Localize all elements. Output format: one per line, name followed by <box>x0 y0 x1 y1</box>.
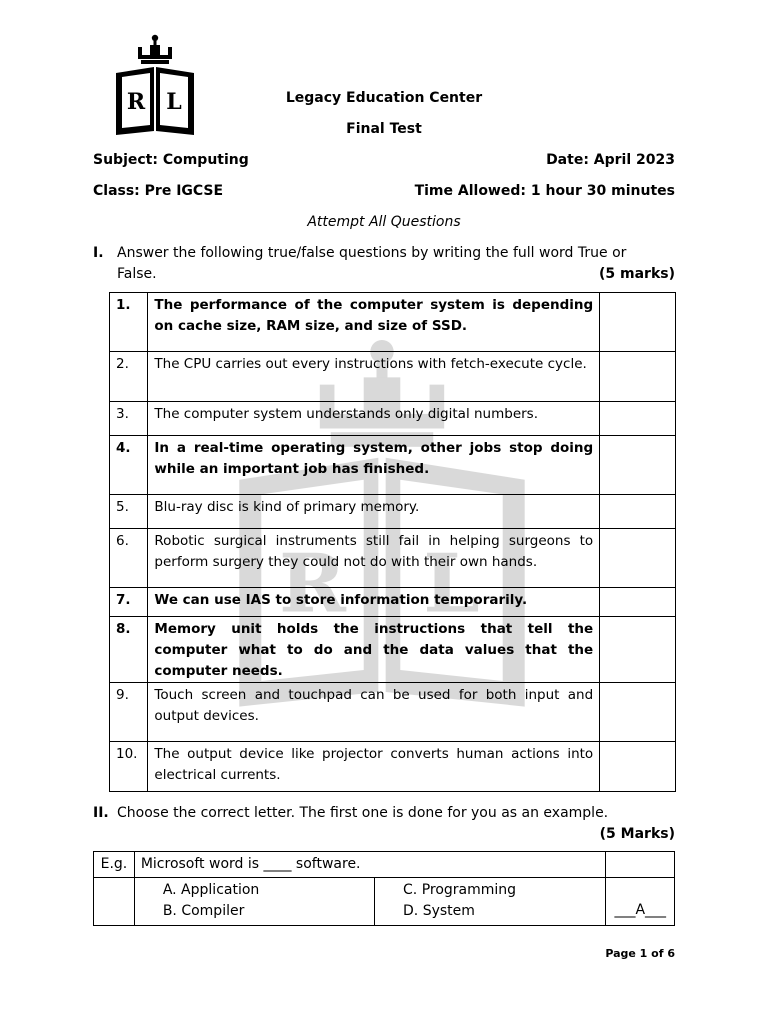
watermark-letter-r: R <box>279 535 346 631</box>
example-question: Microsoft word is ____ software. <box>134 852 606 878</box>
question-number: 6. <box>110 529 148 588</box>
question-number: 2. <box>110 352 148 402</box>
school-logo <box>114 33 196 135</box>
table-row <box>110 293 676 352</box>
logo-letter-r: R <box>126 89 146 115</box>
section-1-number: I. <box>93 245 104 261</box>
table-row <box>110 402 676 436</box>
table-row <box>110 742 676 792</box>
question-number: 7. <box>110 588 148 617</box>
question-number: 5. <box>110 495 148 529</box>
table-row <box>110 436 676 495</box>
question-text: Memory unit holds the instructions that tell the computer what to do and the data values that the computer needs. <box>148 617 600 683</box>
question-number: 9. <box>110 683 148 742</box>
table-row <box>110 617 676 683</box>
question-text: The CPU carries out every instructions with fetch-execute cycle. <box>148 352 600 402</box>
question-number: 3. <box>110 402 148 436</box>
question-number: 4. <box>110 436 148 495</box>
page-number: Page 1 of 6 <box>605 947 675 960</box>
question-text: The performance of the computer system is depending on cache size, RAM size, and size of SSD. <box>148 293 600 352</box>
institution-name: Legacy Education Center <box>285 90 483 106</box>
answer-cell[interactable] <box>600 617 676 683</box>
subject: Subject: Computing <box>93 152 249 168</box>
question-number: 8. <box>110 617 148 683</box>
table-row <box>110 495 676 529</box>
time-allowed: Time Allowed: 1 hour 30 minutes <box>414 183 675 199</box>
question-number: 1. <box>110 293 148 352</box>
table-row <box>94 852 675 878</box>
section-1-instruction-line2: False. <box>117 266 157 282</box>
table-row <box>110 352 676 402</box>
table-row <box>110 529 676 588</box>
table-row <box>110 588 676 617</box>
option-d: D. System <box>403 903 475 919</box>
option-b: B. Compiler <box>162 903 245 919</box>
example-label: E.g. <box>94 852 135 878</box>
test-date: Date: April 2023 <box>546 152 675 168</box>
section-2-marks: (5 Marks) <box>599 826 675 842</box>
question-number: 10. <box>110 742 148 792</box>
answer-cell[interactable] <box>600 436 676 495</box>
option-a: A. Application <box>162 882 260 898</box>
answer-cell[interactable] <box>600 588 676 617</box>
multiple-choice-table <box>93 851 675 926</box>
question-text: In a real-time operating system, other jobs stop doing while an important job has finished. <box>148 436 600 495</box>
section-1-instruction-line1: Answer the following true/false questions by writing the full word True or <box>117 245 627 261</box>
answer-cell[interactable] <box>600 683 676 742</box>
question-text: We can use IAS to store information temporarily. <box>148 588 600 617</box>
answer-cell[interactable] <box>600 495 676 529</box>
question-text: The output device like projector converts human actions into electrical currents. <box>148 742 600 792</box>
answer-cell[interactable] <box>600 352 676 402</box>
table-row <box>94 878 675 926</box>
logo-letter-l: L <box>166 89 182 115</box>
question-text: Robotic surgical instruments still fail in helping surgeons to perform surgery they could not do with their own hands. <box>148 529 600 588</box>
answer-cell[interactable] <box>600 402 676 436</box>
question-text: The computer system understands only digital numbers. <box>148 402 600 436</box>
true-false-table <box>109 292 676 792</box>
answer-cell[interactable] <box>600 529 676 588</box>
table-row <box>110 683 676 742</box>
question-text: Blu-ray disc is kind of primary memory. <box>148 495 600 529</box>
option-c: C. Programming <box>403 882 517 898</box>
question-text: Touch screen and touchpad can be used for both input and output devices. <box>148 683 600 742</box>
answer-cell[interactable] <box>600 742 676 792</box>
answer-cell[interactable] <box>600 293 676 352</box>
section-1-marks: (5 marks) <box>599 266 675 282</box>
example-answer[interactable]: ___A___ <box>606 878 675 926</box>
watermark-letter-l: L <box>423 535 480 631</box>
section-2-number: II. <box>93 805 109 821</box>
section-2-instruction: Choose the correct letter. The first one is done for you as an example. <box>117 805 609 821</box>
test-title: Final Test <box>346 121 422 137</box>
class-level: Class: Pre IGCSE <box>93 183 224 199</box>
general-instruction: Attempt All Questions <box>307 214 461 230</box>
